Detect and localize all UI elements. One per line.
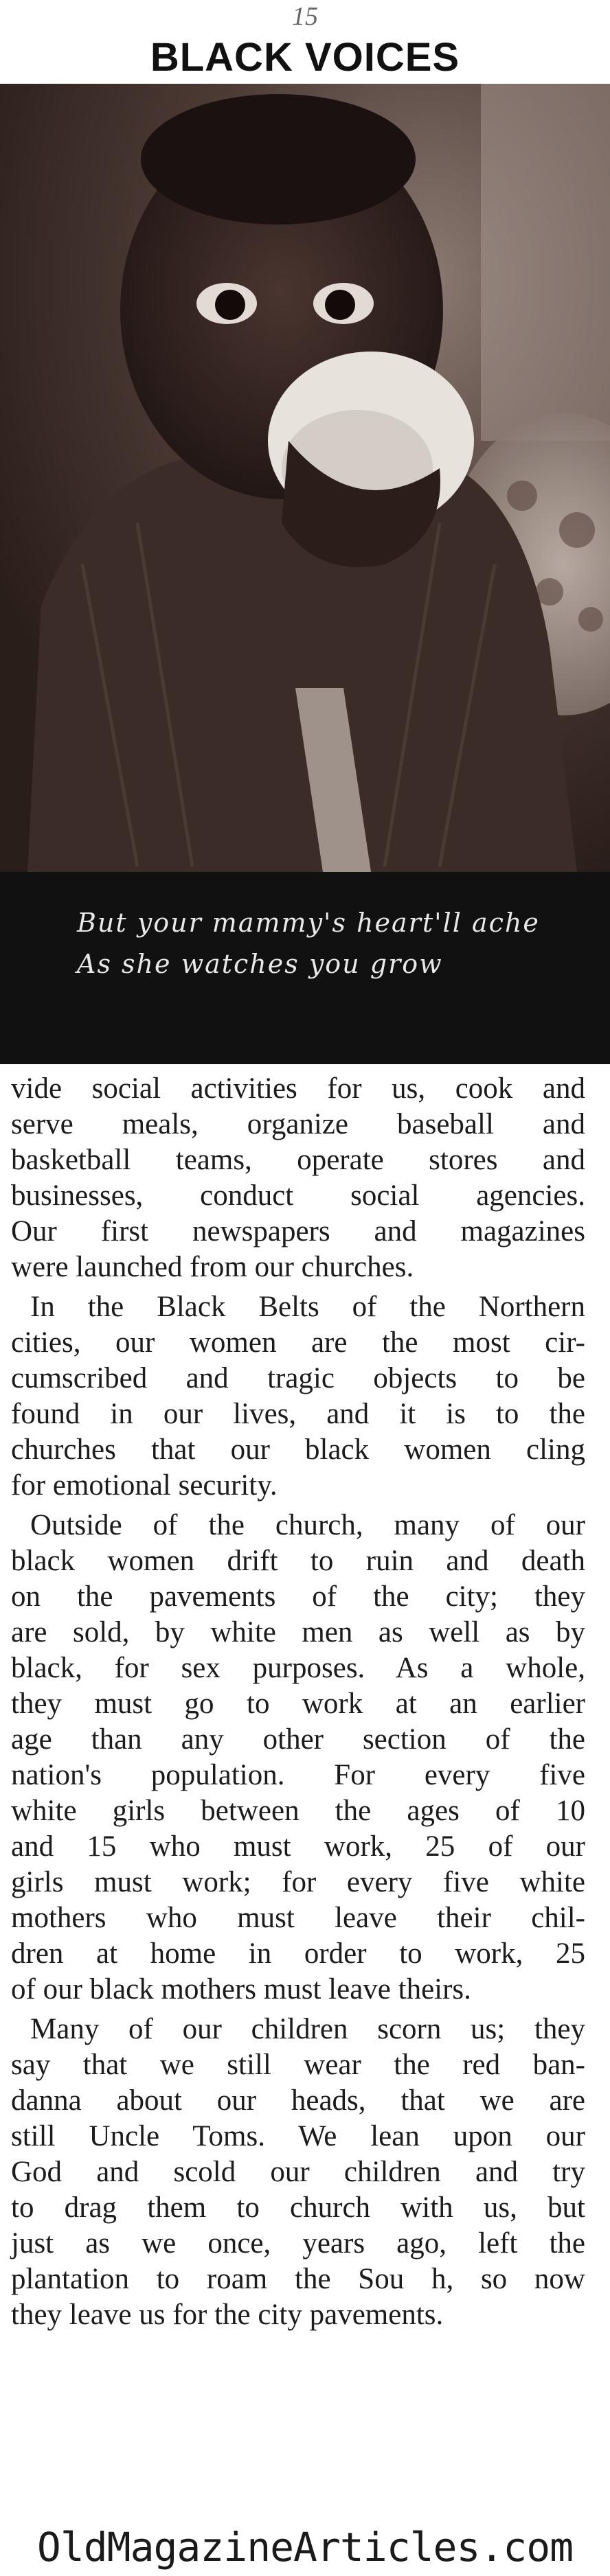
- site-watermark: OldMagazineArticles.com: [0, 2518, 610, 2576]
- text-line: on the pavements of the city; they: [11, 1580, 585, 1613]
- text-line: vide social activities for us, cook and: [11, 1072, 585, 1105]
- text-line: churches that our black women cling: [11, 1434, 585, 1466]
- text-line: nation's population. For every five: [11, 1759, 585, 1791]
- article-paragraph: [11, 1071, 585, 1285]
- text-line: Many of our children scorn us; they: [30, 2013, 585, 2045]
- text-line: white girls between the ages of 10: [11, 1795, 585, 1827]
- text-line: for emotional security.: [11, 1469, 278, 1502]
- text-line: found in our lives, and it is to the: [11, 1398, 585, 1430]
- caption-line: As she watches you grow: [77, 949, 443, 979]
- text-line: In the Black Belts of the Northern: [30, 1291, 585, 1323]
- text-line: danna about our heads, that we are: [11, 2084, 585, 2117]
- article-paragraph: [11, 1289, 585, 1504]
- text-line: to drag them to church with us, but: [11, 2192, 585, 2224]
- text-line: basketball teams, operate stores and: [11, 1144, 585, 1176]
- text-line: and 15 who must work, 25 of our: [11, 1830, 585, 1863]
- article-paragraph: [11, 2012, 585, 2333]
- text-line: just as we once, years ago, left the: [11, 2227, 585, 2259]
- text-line: of our black mothers must leave theirs.: [11, 1973, 471, 2005]
- text-line: they must go to work at an earlier: [11, 1688, 585, 1720]
- text-line: were launched from our churches.: [11, 1251, 414, 1283]
- text-line: Our first newspapers and magazines: [11, 1215, 585, 1247]
- caption-line: But your mammy's heart'll ache: [77, 908, 540, 938]
- article-paragraph: [11, 1508, 585, 2008]
- text-line: girls must work; for every five white: [11, 1866, 585, 1898]
- text-line: black, for sex purposes. As a whole,: [11, 1652, 585, 1684]
- child-photograph: [0, 84, 610, 872]
- text-line: Outside of the church, many of our: [30, 1509, 585, 1541]
- text-line: mothers who must leave their chil-: [11, 1902, 585, 1934]
- photo-caption: [0, 872, 610, 1064]
- text-line: cumscribed and tragic objects to be: [11, 1362, 585, 1394]
- text-line: they leave us for the city pavements.: [11, 2299, 444, 2331]
- text-line: businesses, conduct social agencies.: [11, 1180, 585, 1212]
- text-line: age than any other section of the: [11, 1723, 585, 1756]
- text-line: are sold, by white men as well as by: [11, 1616, 585, 1648]
- text-line: say that we still wear the red ban-: [11, 2049, 585, 2081]
- text-line: still Uncle Toms. We lean upon our: [11, 2120, 585, 2152]
- page-title: BLACK VOICES: [150, 35, 460, 80]
- text-line: cities, our women are the most cir-: [11, 1326, 585, 1359]
- text-line: serve meals, organize baseball and: [11, 1108, 585, 1140]
- text-line: dren at home in order to work, 25: [11, 1937, 585, 1970]
- article-body: [11, 1071, 585, 2333]
- child-photograph-illustration: [0, 84, 610, 872]
- page-number: 15: [292, 2, 318, 31]
- text-line: plantation to roam the Sou h, so now: [11, 2263, 585, 2295]
- text-line: black women drift to ruin and death: [11, 1545, 585, 1577]
- text-line: God and scold our children and try: [11, 2156, 585, 2188]
